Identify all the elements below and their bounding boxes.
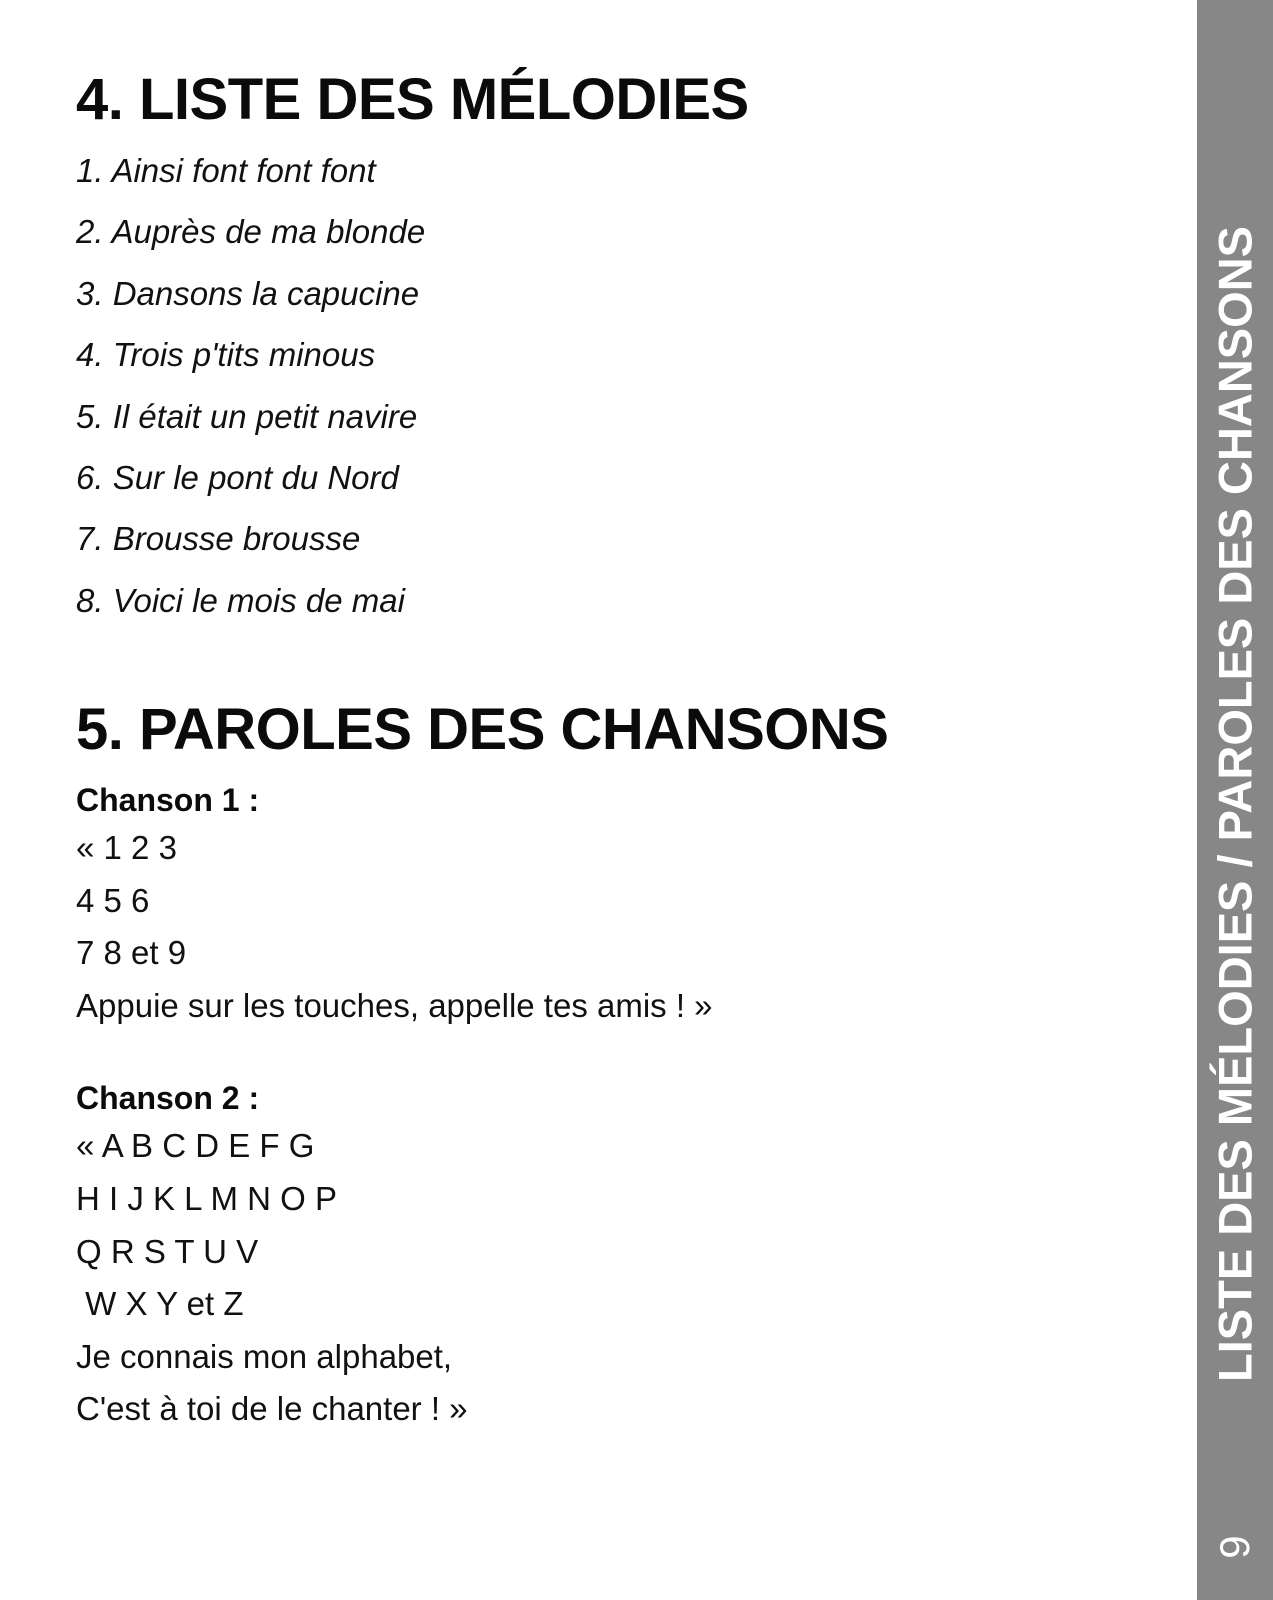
song-2 [76,1076,1156,1436]
melody-item: 7. Brousse brousse [76,520,361,558]
lyric-line: Appuie sur les touches, appelle tes amis ! » [76,986,713,1024]
side-tab-title: LISTE DES MÉLODIES / PAROLES DES CHANSONS [1208,226,1262,1382]
section-title-lyrics: 5. PAROLES DES CHANSONS [76,697,889,762]
melody-list [76,140,1156,631]
lyric-line: 4 5 6 [76,881,150,919]
melody-item: 8. Voici le mois de mai [76,581,405,619]
melody-list-section [76,60,1156,631]
lyric-line: W X Y et Z [76,1285,244,1323]
melody-item: 4. Trois p'tits minous [76,336,376,374]
song-title: Chanson 1 : [76,782,260,818]
melody-item: 3. Dansons la capucine [76,274,420,312]
side-tab [1197,0,1273,1600]
melody-item: 6. Sur le pont du Nord [76,458,399,496]
lyric-line: Je connais mon alphabet, [76,1337,453,1375]
lyric-line: C'est à toi de le chanter ! » [76,1390,468,1428]
song-title: Chanson 2 : [76,1080,260,1117]
page-number: 9 [1211,1535,1258,1559]
section-title-melodies: 4. LISTE DES MÉLODIES [76,67,749,132]
song-1 [76,778,1156,1032]
melody-item: 5. Il était un petit navire [76,397,418,435]
lyric-line: « 1 2 3 [76,829,177,866]
melody-item: 2. Auprès de ma blonde [76,213,426,251]
lyric-line: « A B C D E F G [76,1127,315,1165]
lyrics-section [76,690,1156,1436]
lyric-line: H I J K L M N O P [76,1179,337,1217]
melody-item: 1. Ainsi font font font [76,152,376,189]
lyric-line: Q R S T U V [76,1232,259,1270]
lyric-line: 7 8 et 9 [76,934,187,972]
